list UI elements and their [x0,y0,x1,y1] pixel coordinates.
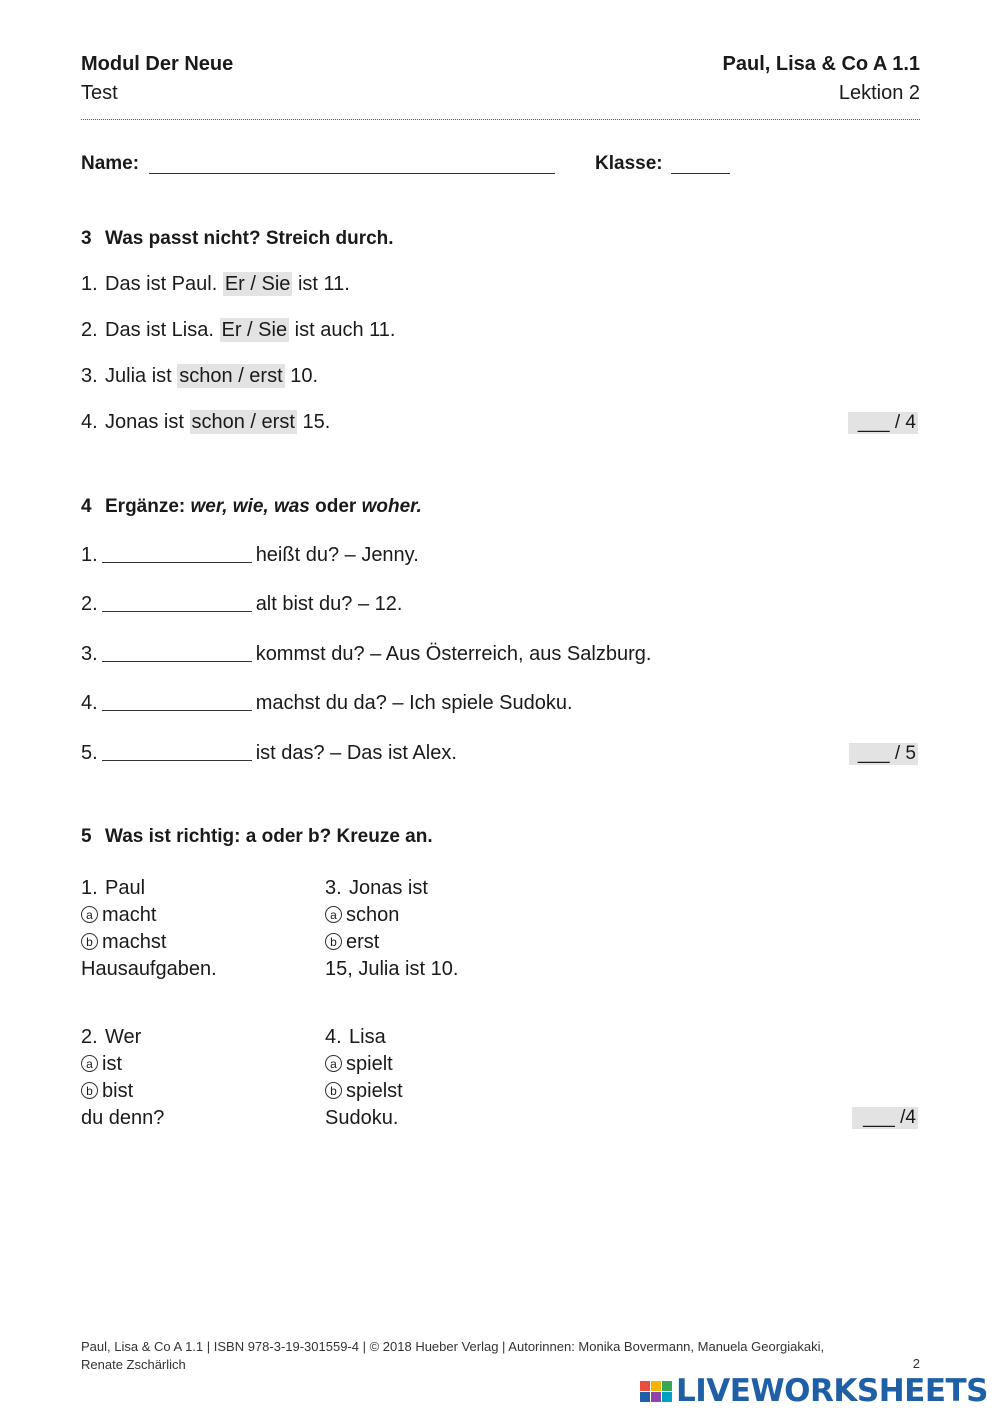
option-a-row[interactable] [325,1051,403,1078]
logo-text: LIVEWORKSHEETS [676,1373,988,1409]
instruction-last: woher. [361,496,422,517]
item-text: machst du da? – Ich spiele Sudoku. [255,692,573,714]
item-number: 4. [81,692,98,714]
item-text: kommst du? – Aus Österreich, aus Salzburg. [255,643,652,665]
logo-block [662,1392,672,1402]
option-text: spielt [346,1053,393,1075]
item-stem: Paul [105,877,146,899]
logo-block [662,1381,672,1391]
choice-pair[interactable]: schon / erst [191,411,295,433]
logo-block [640,1392,650,1402]
logo-block [640,1381,650,1391]
option-a-row[interactable] [81,1051,164,1078]
ex5-score-box[interactable]: ___ /4 [852,1107,918,1129]
option-text: machst [102,931,167,953]
choice-pair[interactable]: schon / erst [179,365,283,387]
choice-pair[interactable]: Er / Sie [221,319,288,341]
item-text: ist das? – Das ist Alex. [255,742,457,764]
exercise-4-heading [81,496,422,518]
ex3-item-3 [81,365,318,388]
option-a-row[interactable] [81,902,217,929]
option-text: schon [346,904,400,926]
ex3-score-box[interactable]: ___ / 4 [848,412,918,434]
exercise-5-heading [81,826,433,848]
choice-pair[interactable]: Er / Sie [224,273,291,295]
item-ending: Hausaufgaben. [81,958,217,980]
item-ending: Sudoku. [325,1107,399,1129]
option-a-circle[interactable]: a [325,1055,342,1072]
ex5-item-2 [81,1024,164,1132]
item-stem: Jonas ist [349,877,428,899]
item-stem: Lisa [349,1026,386,1048]
lesson-label: Lektion 2 [838,82,920,104]
item-ending: du denn? [81,1107,165,1129]
logo-blocks-icon [640,1381,672,1402]
item-number: 1. [81,877,98,899]
module-title: Modul Der Neue [81,53,234,75]
option-b-circle[interactable]: b [325,1082,342,1099]
option-text: ist [102,1053,122,1075]
name-field[interactable] [149,173,555,174]
item-ending: 15, Julia ist 10. [325,958,459,980]
item-number: 3. [325,877,342,899]
item-text: Julia ist [105,365,172,387]
item-text: ist 11. [297,273,350,295]
option-b-row[interactable] [325,929,458,956]
item-text: 15. [302,411,331,433]
exercise-number: 3 [81,228,92,249]
ex4-score-box[interactable]: ___ / 5 [849,743,918,765]
class-label: Klasse: [595,153,663,174]
item-text: 10. [290,365,319,387]
item-number: 1. [81,544,98,566]
item-number: 5. [81,742,98,764]
logo-block [651,1392,661,1402]
option-text: erst [346,931,380,953]
ex4-item-1 [81,544,419,567]
liveworksheets-logo[interactable] [640,1374,988,1408]
option-b-row[interactable] [81,929,217,956]
item-text: Das ist Paul. [105,273,218,295]
ex5-item-3 [325,875,458,983]
ex4-item-4 [81,692,573,715]
item-stem: Wer [105,1026,142,1048]
answer-blank[interactable] [102,562,252,563]
class-field[interactable] [671,173,730,174]
option-a-circle[interactable]: a [325,906,342,923]
option-a-circle[interactable]: a [81,1055,98,1072]
ex5-item-1 [81,875,217,983]
item-number: 3. [81,643,98,665]
book-title: Paul, Lisa & Co A 1.1 [722,53,920,75]
answer-blank[interactable] [102,710,252,711]
ex4-item-5 [81,742,457,765]
ex3-item-4 [81,411,330,434]
footer-credits [81,1338,901,1374]
item-number: 4. [81,411,98,433]
option-a-row[interactable] [325,902,458,929]
exercise-instruction: Was passt nicht? Streich durch. [105,228,394,249]
ex3-item-2 [81,319,395,342]
option-b-row[interactable] [325,1078,403,1105]
item-text: heißt du? – Jenny. [255,544,419,566]
item-text: alt bist du? – 12. [255,593,403,615]
item-number: 2. [81,593,98,615]
logo-block [651,1381,661,1391]
option-text: spielst [346,1080,403,1102]
exercise-number: 5 [81,826,92,847]
test-label: Test [81,82,118,104]
instruction-prefix: Ergänze: [105,496,186,517]
answer-blank[interactable] [102,760,252,761]
ex4-item-2 [81,593,402,616]
option-a-circle[interactable]: a [81,906,98,923]
instruction-words: wer, wie, was [190,496,310,517]
item-number: 3. [81,365,98,387]
option-b-circle[interactable]: b [81,1082,98,1099]
exercise-instruction: Was ist richtig: a oder b? Kreuze an. [105,826,433,847]
header-divider [81,119,920,120]
footer-line-1: Paul, Lisa & Co A 1.1 | ISBN 978-3-19-301559-4 | © 2018 Hueber Verlag | Autorinnen: Monika Bovermann, Manuela Georgiakaki, [81,1339,825,1354]
item-number: 2. [81,319,98,341]
item-text: Das ist Lisa. [105,319,214,341]
option-text: macht [102,904,157,926]
answer-blank[interactable] [102,611,252,612]
item-number: 2. [81,1026,98,1048]
item-number: 1. [81,273,98,295]
page-number: 2 [912,1356,920,1371]
footer-line-2: Renate Zschärlich [81,1357,186,1372]
instruction-mid: oder [315,496,357,517]
answer-blank[interactable] [102,661,252,662]
name-label: Name: [81,153,140,174]
exercise-number: 4 [81,496,92,517]
option-text: bist [102,1080,134,1102]
ex4-item-3 [81,643,651,666]
item-text: Jonas ist [105,411,184,433]
option-b-circle[interactable]: b [81,933,98,950]
exercise-3-heading [81,228,394,250]
item-text: ist auch 11. [294,319,396,341]
item-number: 4. [325,1026,342,1048]
ex5-item-4 [325,1024,403,1132]
ex3-item-1 [81,273,350,296]
option-b-circle[interactable]: b [325,933,342,950]
option-b-row[interactable] [81,1078,164,1105]
